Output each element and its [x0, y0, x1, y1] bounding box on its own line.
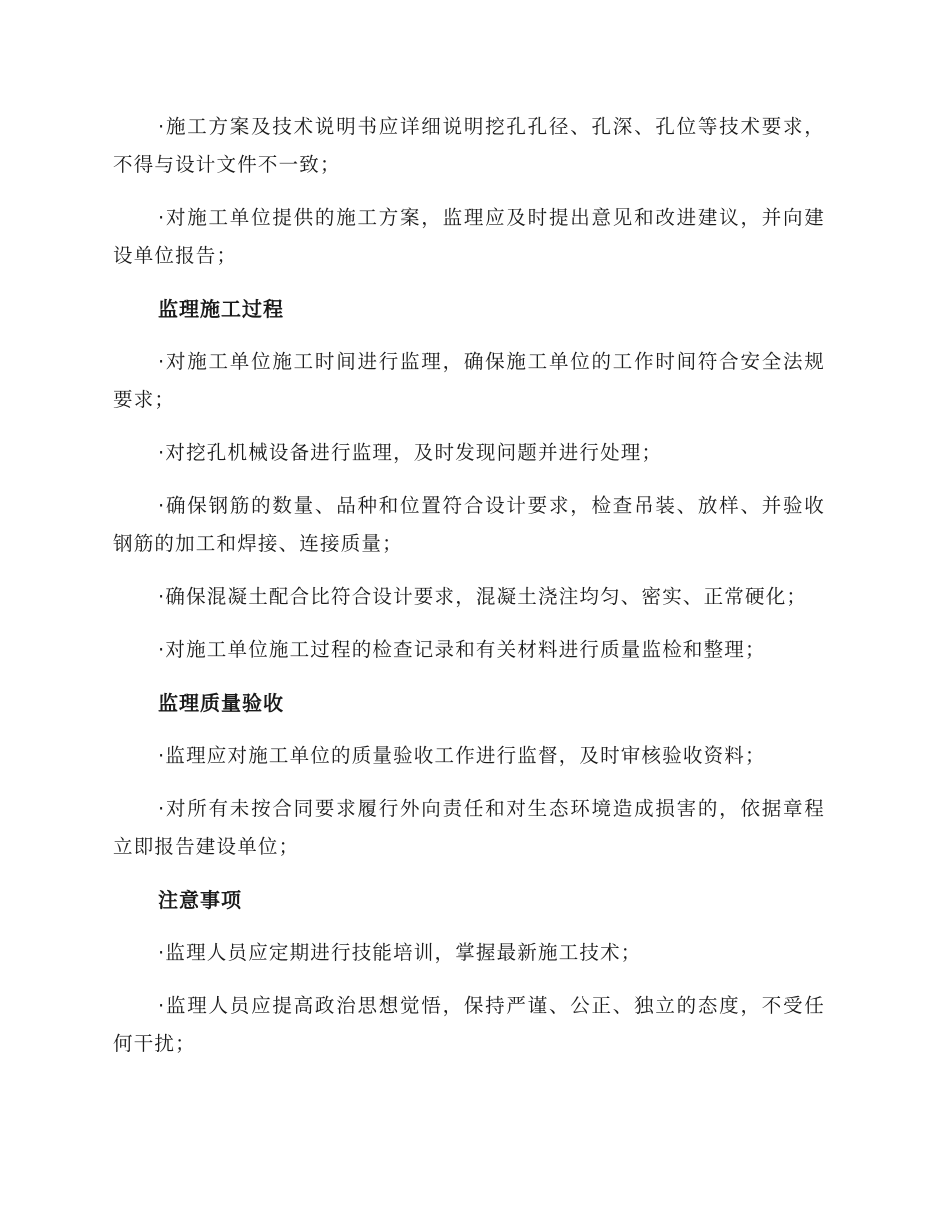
paragraph: ·施工方案及技术说明书应详细说明挖孔孔径、孔深、孔位等技术要求，不得与设计文件不一致；: [113, 115, 825, 176]
section-heading: 监理施工过程: [158, 297, 284, 321]
paragraph: ·对施工单位施工时间进行监理，确保施工单位的工作时间符合安全法规要求；: [113, 350, 825, 411]
paragraph: ·对挖孔机械设备进行监理，及时发现问题并进行处理；: [158, 441, 663, 464]
paragraph: ·监理应对施工单位的质量验收工作进行监督，及时审核验收资料；: [158, 744, 766, 767]
paragraph: ·确保混凝土配合比符合设计要求，混凝土浇注均匀、密实、正常硬化；: [158, 585, 808, 608]
paragraph: ·监理人员应提高政治思想觉悟，保持严谨、公正、独立的态度，不受任何干扰；: [113, 994, 825, 1055]
paragraph: ·对所有未按合同要求履行外向责任和对生态环境造成损害的，依据章程立即报告建设单位；: [113, 797, 825, 858]
paragraph: ·监理人员应定期进行技能培训，掌握最新施工技术；: [158, 941, 642, 964]
paragraph: ·对施工单位提供的施工方案，监理应及时提出意见和改进建议，并向建设单位报告；: [113, 206, 825, 267]
document-body: [113, 108, 825, 1078]
paragraph: ·确保钢筋的数量、品种和位置符合设计要求，检查吊装、放样、并验收钢筋的加工和焊接、连接质量；: [113, 494, 825, 555]
paragraph: ·对施工单位施工过程的检查记录和有关材料进行质量监检和整理；: [158, 638, 766, 661]
section-heading: 监理质量验收: [158, 691, 284, 715]
section-heading: 注意事项: [158, 888, 242, 912]
